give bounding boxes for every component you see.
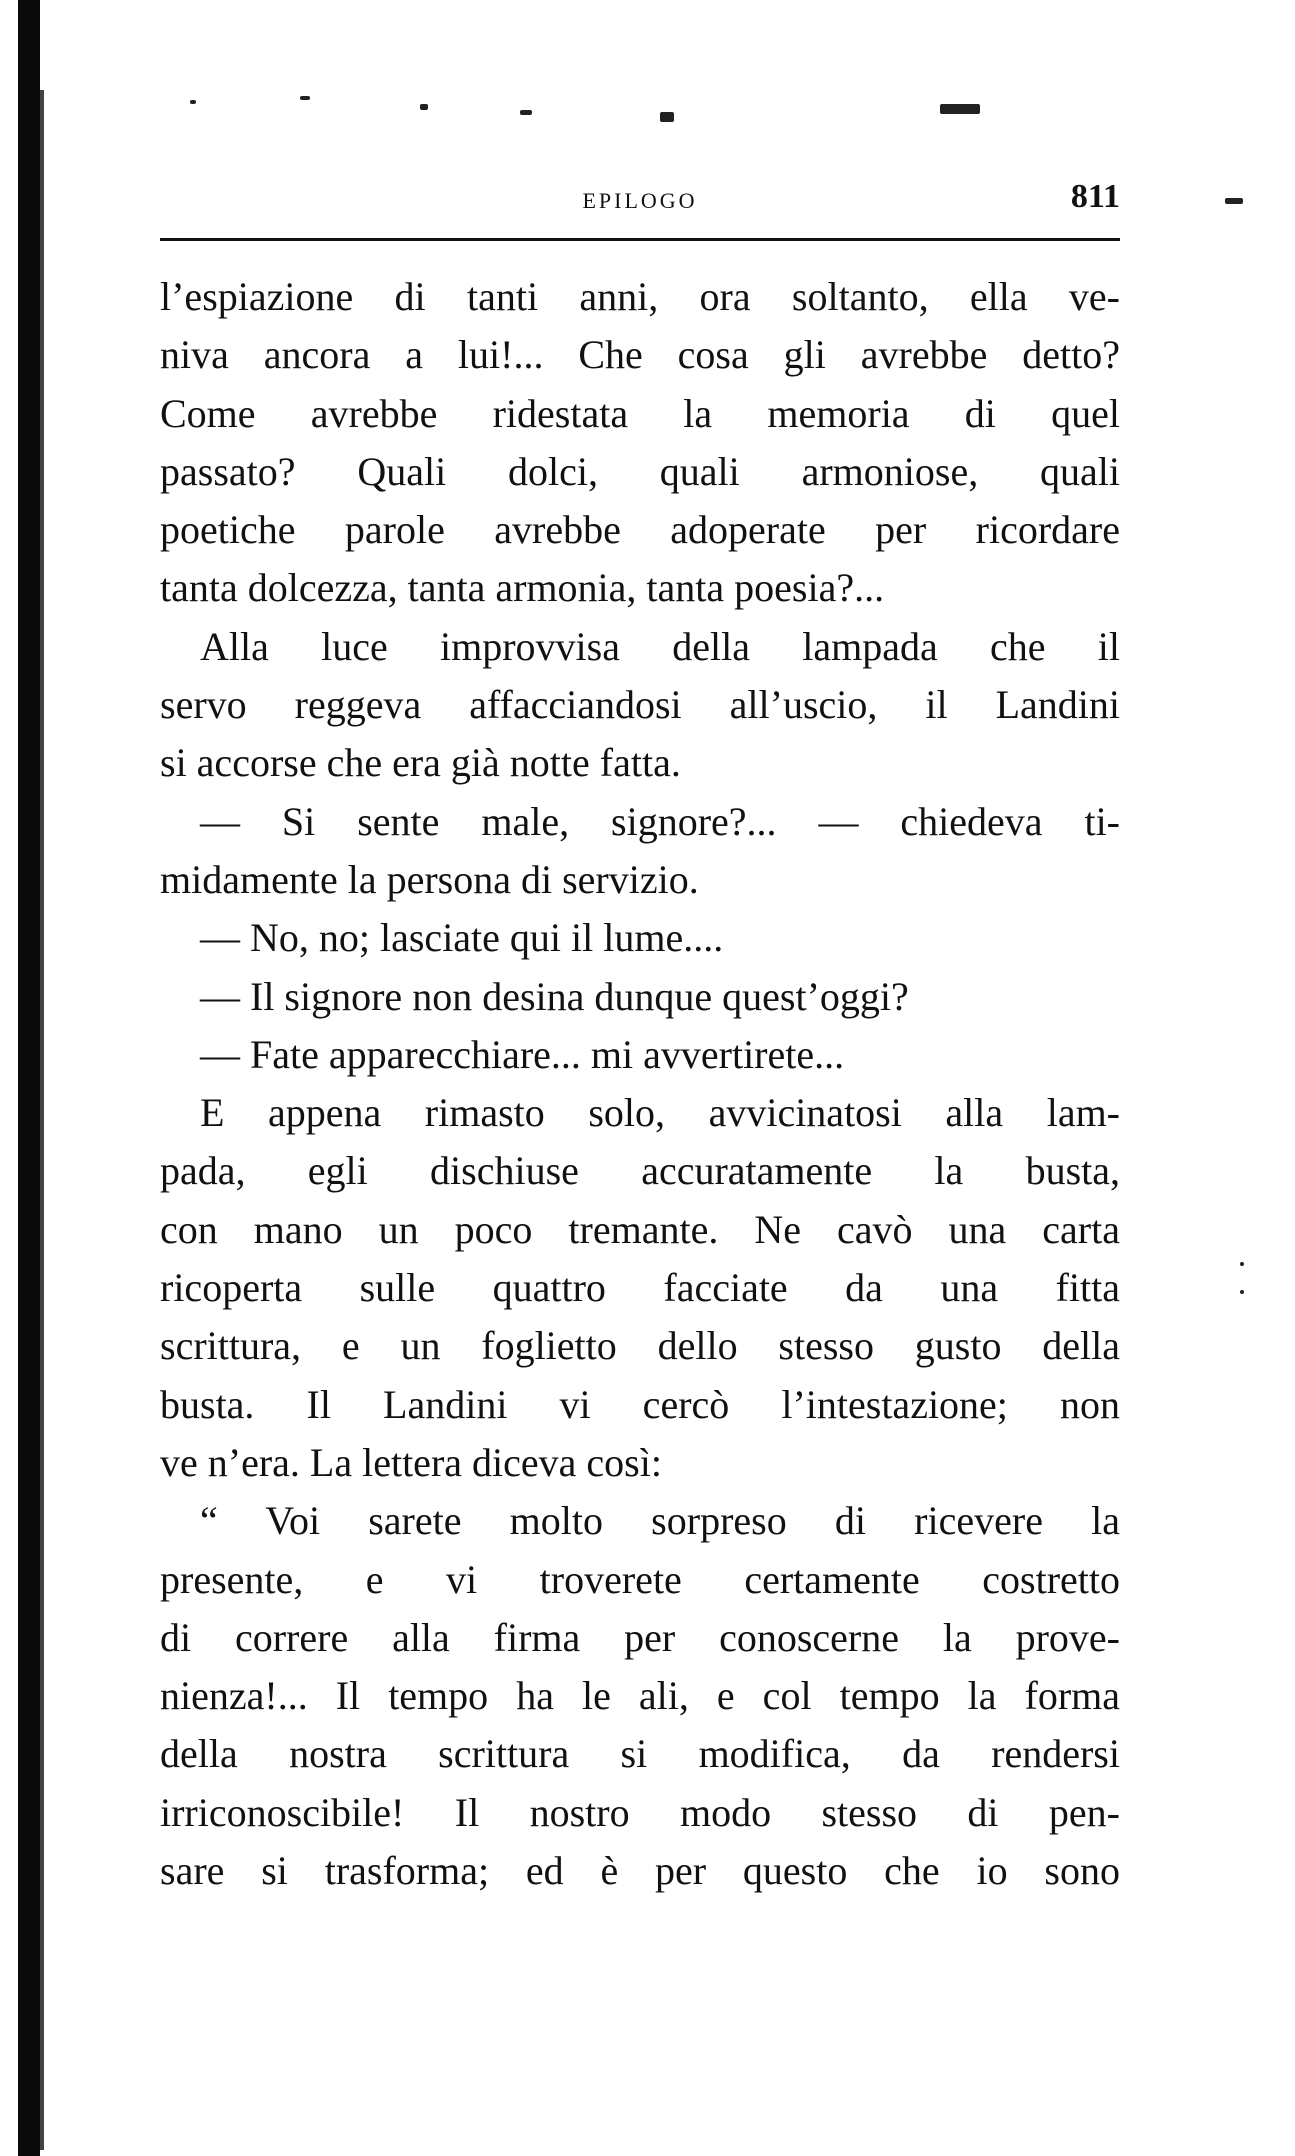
text-line: nienza!... Il tempo ha le ali, e col tempo la forma	[160, 1673, 1120, 1719]
text-line: “ Voi sarete molto sorpreso di ricevere la	[200, 1498, 1120, 1544]
text-line: poetiche parole avrebbe adoperate per ricordare	[160, 507, 1120, 553]
scan-speckle	[520, 110, 532, 115]
running-head-title: EPILOGO	[582, 188, 698, 213]
text-line: l’espiazione di tanti anni, ora soltanto, ella ve-	[160, 274, 1120, 319]
text-line: — Fate apparecchiare... mi avvertirete...	[200, 1031, 845, 1077]
scan-speckle	[300, 96, 310, 100]
body-text	[160, 268, 1120, 1900]
text-line: Alla luce improvvisa della lampada che il	[200, 623, 1120, 669]
scan-speckle	[1240, 1290, 1244, 1294]
text-line: Come avrebbe ridestata la memoria di quel	[160, 390, 1120, 436]
text-line: — No, no; lasciate qui il lume....	[200, 915, 724, 961]
text-line: busta. Il Landini vi cercò l’intestazione; non	[160, 1381, 1120, 1427]
page-number: 811	[1070, 178, 1120, 215]
text-line: sare si trasforma; ed è per questo che io sono	[160, 1848, 1120, 1894]
scan-speckle	[420, 104, 428, 110]
text-line: E appena rimasto solo, avvicinatosi alla lam-	[200, 1090, 1120, 1136]
text-line: servo reggeva affacciandosi all’uscio, il Landini	[160, 682, 1120, 728]
text-line: pada, egli dischiuse accuratamente la busta,	[160, 1148, 1120, 1194]
scan-speckle	[940, 104, 980, 114]
scan-speckle	[1240, 1262, 1244, 1266]
text-line: ricoperta sulle quattro facciate da una fitta	[160, 1265, 1120, 1311]
text-line: si accorse che era già notte fatta.	[160, 740, 681, 786]
scan-speckle	[1225, 198, 1243, 204]
text-line: con mano un poco tremante. Ne cavò una carta	[160, 1206, 1120, 1252]
text-line: della nostra scrittura si modifica, da rendersi	[160, 1731, 1120, 1777]
scan-speckle	[190, 100, 196, 104]
text-line: midamente la persona di servizio.	[160, 856, 699, 902]
text-line: irriconoscibile! Il nostro modo stesso di pen-	[160, 1789, 1120, 1835]
text-line: di correre alla firma per conoscerne la prove-	[160, 1614, 1120, 1660]
text-line: ve n’era. La lettera diceva così:	[160, 1439, 662, 1485]
text-line: passato? Quali dolci, quali armoniose, quali	[160, 448, 1120, 494]
text-line: tanta dolcezza, tanta armonia, tanta poesia?...	[160, 565, 885, 611]
text-line: — Si sente male, signore?... — chiedeva ti-	[200, 798, 1120, 844]
scan-speckle	[660, 112, 674, 122]
text-line: niva ancora a lui!... Che cosa gli avrebbe detto?	[160, 332, 1120, 378]
text-line: — Il signore non desina dunque quest’oggi?	[200, 973, 909, 1019]
gutter-shadow	[40, 90, 44, 2150]
book-spine-shadow	[18, 0, 40, 2156]
header-rule	[160, 238, 1120, 241]
text-line: presente, e vi troverete certamente costretto	[160, 1556, 1120, 1602]
running-head	[160, 178, 1120, 228]
text-line: scrittura, e un foglietto dello stesso gusto della	[160, 1323, 1120, 1369]
